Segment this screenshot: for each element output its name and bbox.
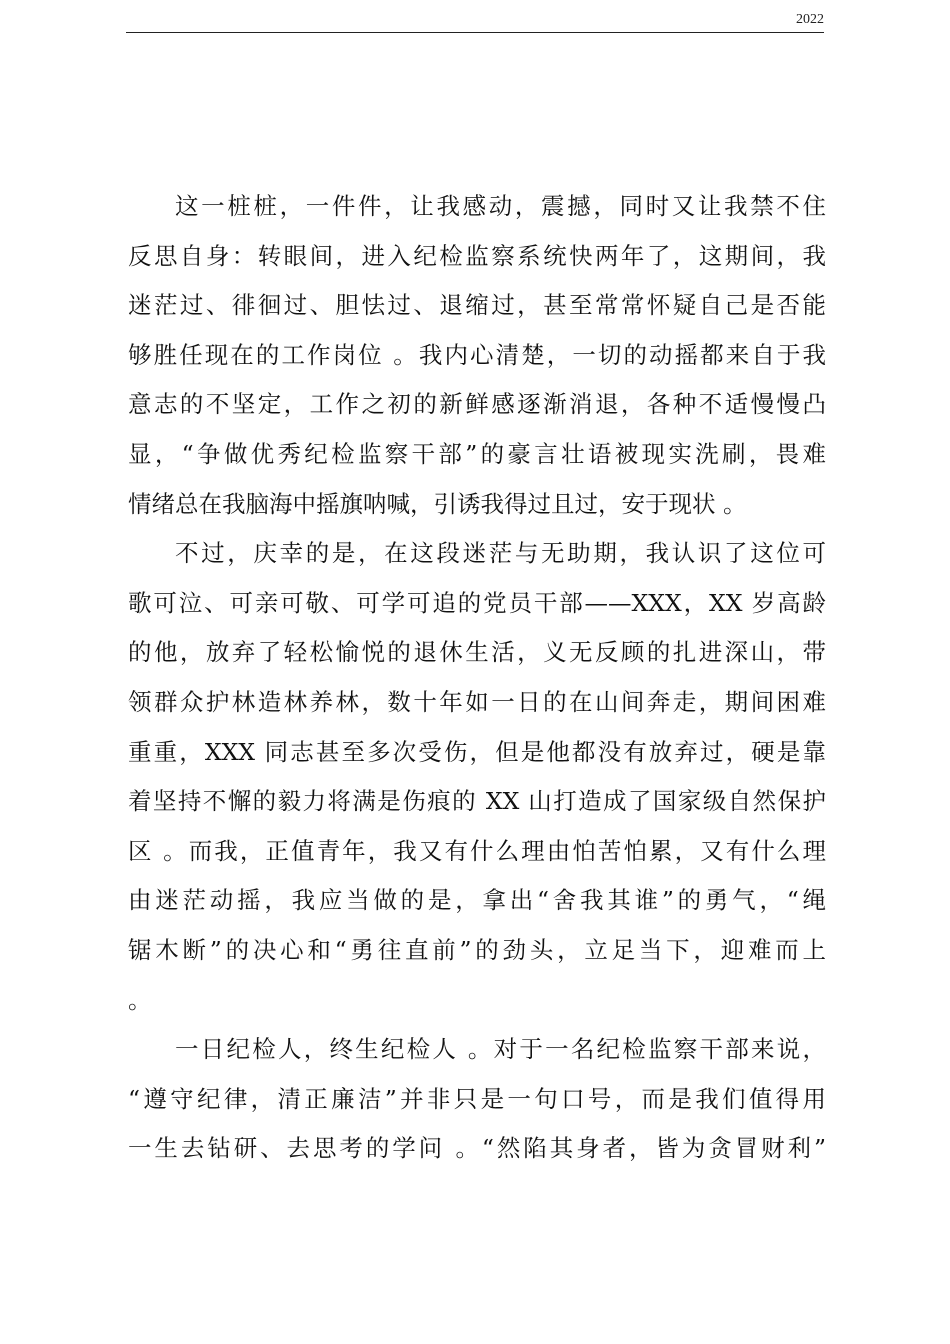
- text-line: 区 。而我，正值青年，我又有什么理由怕苦怕累，又有什么理: [128, 836, 826, 865]
- header-divider: [126, 32, 824, 33]
- paragraph-2: [128, 529, 826, 1025]
- text-line: 够胜任现在的工作岗位 。我内心清楚，一切的动摇都来自于我: [128, 340, 826, 369]
- text-line: 的他，放弃了轻松愉悦的退休生活，义无反顾的扎进深山，带: [128, 638, 826, 667]
- header-year: 2022: [796, 12, 824, 27]
- paragraph-3: [128, 1025, 826, 1174]
- text-line: 着坚持不懈的毅力将满是伤痕的 XX 山打造成了国家级自然保护: [128, 787, 826, 816]
- document-body: [128, 182, 826, 1174]
- text-line: 不过，庆幸的是，在这段迷茫与无助期，我认识了这位可: [175, 539, 826, 568]
- text-line: 由迷茫动摇，我应当做的是，拿出“舍我其谁”的勇气，“绳: [128, 886, 826, 915]
- text-line: “遵守纪律，清正廉洁”并非只是一句口号，而是我们值得用: [128, 1084, 826, 1113]
- text-line: 一生去钻研、去思考的学问 。“然陷其身者，皆为贪冒财利”: [128, 1134, 826, 1163]
- text-line: 。: [128, 985, 152, 1014]
- text-line: 领群众护林造林养林，数十年如一日的在山间奔走，期间困难: [128, 687, 826, 716]
- text-line: 歌可泣、可亲可敬、可学可追的党员干部——XXX，XX 岁高龄: [128, 588, 826, 617]
- text-line: 这一桩桩，一件件，让我感动，震撼，同时又让我禁不住: [175, 192, 826, 220]
- text-line: 重重，XXX 同志甚至多次受伤，但是他都没有放弃过，硬是靠: [128, 737, 826, 766]
- text-line: 显，“争做优秀纪检监察干部”的豪言壮语被现实洗刷，畏难: [128, 439, 826, 468]
- text-line: 意志的不坚定，工作之初的新鲜感逐渐消退，各种不适慢慢凸: [128, 390, 826, 419]
- text-line: 迷茫过、徘徊过、胆怯过、退缩过，甚至常常怀疑自己是否能: [128, 291, 826, 320]
- paragraph-1: [128, 182, 826, 529]
- text-line: 反思自身：转眼间，进入纪检监察系统快两年了，这期间，我: [128, 241, 826, 270]
- text-line: 锯木断”的决心和“勇往直前”的劲头，立足当下，迎难而上: [128, 935, 826, 964]
- text-line: 一日纪检人，终生纪检人 。对于一名纪检监察干部来说，: [175, 1035, 826, 1064]
- text-line: 情绪总在我脑海中摇旗呐喊，引诱我得过且过，安于现状 。: [128, 489, 747, 518]
